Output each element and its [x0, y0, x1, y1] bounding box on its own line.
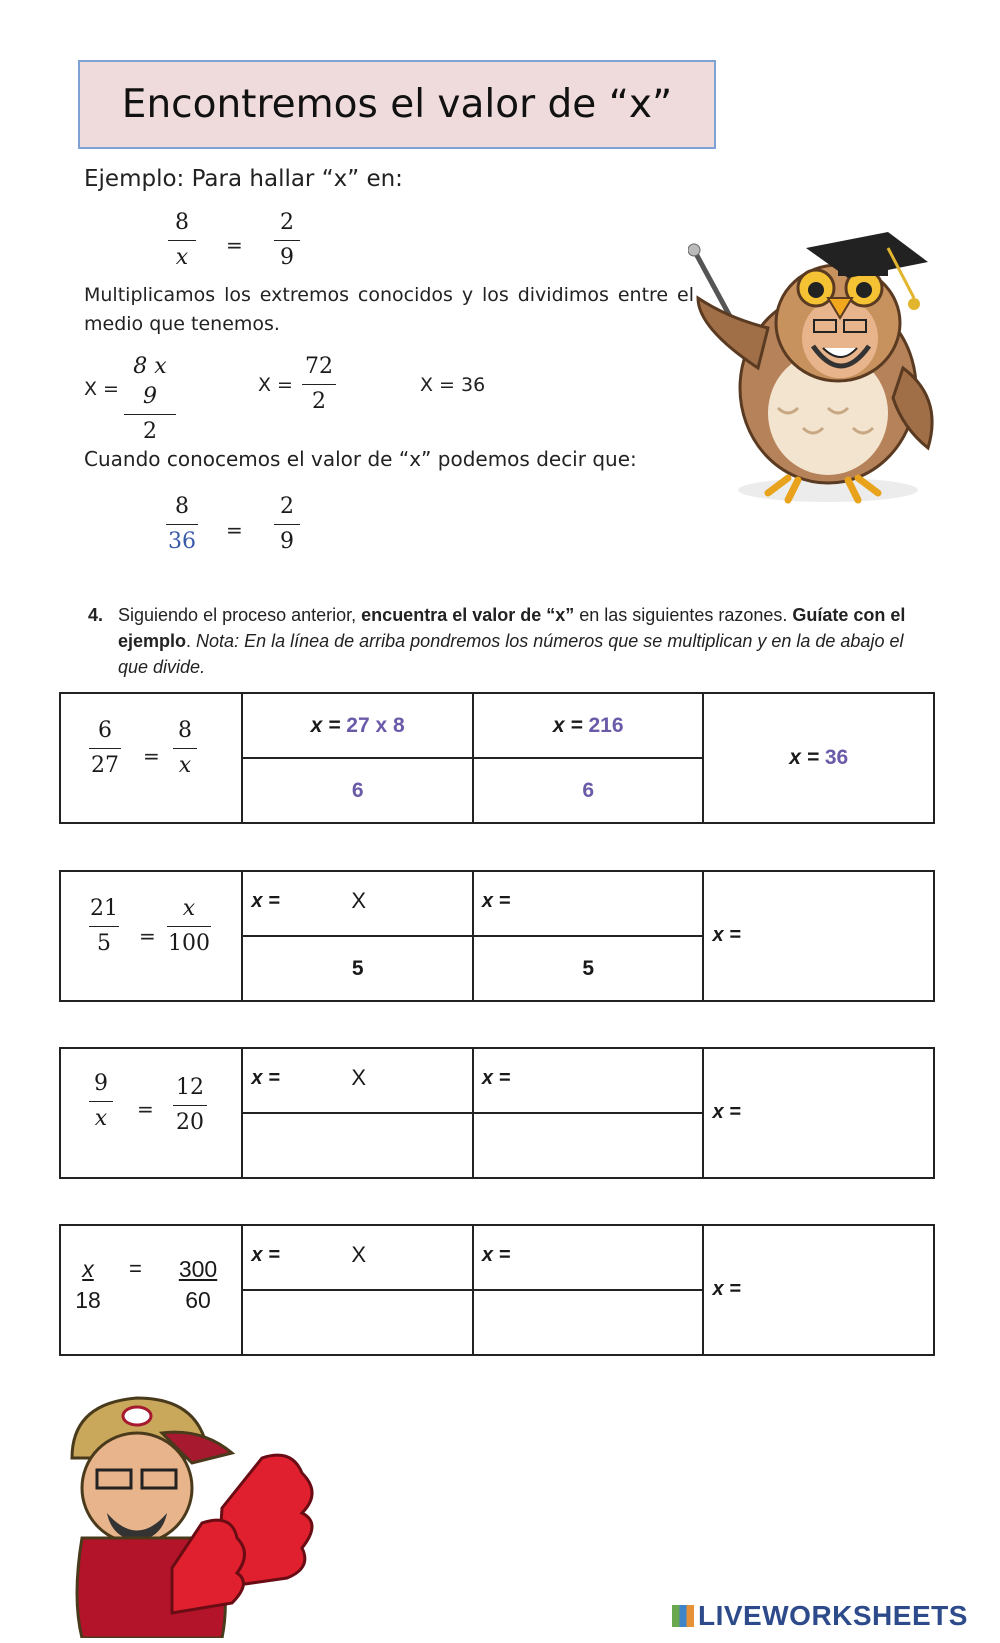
exercise-table-3 — [59, 1047, 935, 1179]
ratio-left — [89, 894, 119, 959]
example-fraction-right — [274, 208, 300, 273]
x-label: x = — [789, 746, 819, 769]
result-cell[interactable] — [703, 871, 934, 1001]
x-label: x = — [481, 1244, 511, 1266]
answer-value[interactable]: 216 — [588, 713, 624, 737]
fraction-numerator: 8 — [178, 718, 192, 743]
exercise-table-1 — [59, 692, 935, 824]
equals-sign: = — [139, 924, 156, 948]
ratio-right — [173, 1073, 207, 1138]
x-label: x = — [481, 890, 511, 912]
ratio-right — [167, 894, 211, 959]
step3-result: X = 36 — [420, 374, 486, 396]
multiply-cell[interactable] — [242, 693, 473, 758]
multiply-cell[interactable] — [242, 871, 473, 936]
equals-sign: = — [226, 518, 243, 542]
fraction-numerator: 9 — [94, 1071, 108, 1096]
divisor-cell[interactable] — [242, 1290, 473, 1355]
example-fraction-left — [168, 208, 196, 273]
fraction-numerator: 300 — [178, 1256, 218, 1282]
instruction-text-e: . — [186, 631, 197, 651]
title-text: Encontremos el valor de “x” — [121, 82, 673, 127]
ratio-right — [173, 1254, 223, 1316]
step1-lhs: X = — [84, 378, 119, 400]
ratio-cell — [60, 871, 242, 1001]
ratio-left — [89, 1069, 113, 1134]
equals-sign: = — [129, 1256, 142, 1281]
x-label: x = — [251, 890, 280, 912]
fraction-denominator: x — [175, 245, 189, 270]
times-sign: X — [351, 888, 367, 913]
divisor-cell[interactable] — [473, 1113, 704, 1178]
instruction-paragraph — [88, 602, 928, 680]
instruction-number: 4. — [88, 605, 104, 625]
fraction-numerator: 8 — [175, 210, 189, 235]
product-cell[interactable] — [473, 693, 704, 758]
conclusion-fraction-right — [274, 492, 300, 557]
fraction-denominator: 27 — [91, 753, 119, 778]
fraction-denominator: 2 — [143, 419, 157, 444]
exercise-table-4 — [59, 1224, 935, 1356]
x-label: x = — [712, 1278, 741, 1300]
fraction-numerator: 2 — [280, 210, 294, 235]
divisor-cell[interactable] — [473, 1290, 704, 1355]
times-sign: X — [351, 1242, 367, 1267]
ratio-left — [73, 1254, 103, 1316]
fraction-denominator: 9 — [280, 245, 294, 270]
divisor-cell[interactable]: 5 — [473, 936, 704, 1001]
fraction-numerator: 12 — [176, 1075, 204, 1100]
fraction-numerator: 2 — [280, 494, 294, 519]
ratio-left — [89, 716, 121, 781]
example-conclusion: Cuando conocemos el valor de “x” podemos decir que: — [84, 447, 637, 471]
ratio-right — [173, 716, 197, 781]
fraction-denominator: 5 — [97, 931, 111, 956]
thumbs-up-mascot-illustration — [62, 1388, 322, 1638]
example-heading: Ejemplo: Para hallar “x” en: — [84, 166, 403, 192]
product-cell[interactable] — [473, 1225, 704, 1290]
fraction-denominator: 2 — [312, 389, 326, 414]
instruction-note: Nota: En la línea de arriba pondremos los números que se multiplican y en la de abajo el que divide. — [118, 631, 904, 677]
multiply-cell[interactable] — [242, 1048, 473, 1113]
step1-fraction — [124, 352, 176, 447]
x-label: x = — [251, 1244, 280, 1266]
equals-sign: = — [143, 744, 160, 768]
fraction-denominator: x — [94, 1106, 108, 1131]
exercise-table-2 — [59, 870, 935, 1002]
logo-icon — [672, 1605, 694, 1627]
fraction-denominator: 9 — [280, 529, 294, 554]
result-cell[interactable] — [703, 1048, 934, 1178]
conclusion-fraction-left — [166, 492, 198, 557]
fraction-denominator: 36 — [168, 529, 196, 554]
multiply-cell[interactable] — [242, 1225, 473, 1290]
fraction-denominator: x — [178, 753, 192, 778]
x-label: x = — [481, 1067, 511, 1089]
fraction-denominator: 100 — [168, 931, 210, 956]
owl-teacher-illustration — [688, 228, 958, 518]
answer-value[interactable]: 27 x 8 — [346, 713, 405, 737]
logo-text: LIVEWORKSHEETS — [698, 1600, 968, 1631]
example-explanation: Multiplicamos los extremos conocidos y los dividimos entre el medio que tenemos. — [84, 284, 694, 335]
fraction-denominator: 60 — [185, 1287, 211, 1313]
fraction-numerator: 21 — [90, 896, 118, 921]
fraction-numerator: 8 — [175, 494, 189, 519]
ratio-cell — [60, 1048, 242, 1178]
x-label: x = — [251, 1067, 280, 1089]
instruction-text-c: en las siguientes razones. — [574, 605, 793, 625]
page-title — [78, 60, 716, 149]
fraction-denominator: 18 — [75, 1287, 101, 1313]
x-label: x = — [712, 1101, 741, 1123]
x-label: x = — [310, 713, 341, 737]
product-cell[interactable] — [473, 871, 704, 936]
fraction-numerator: 6 — [98, 718, 112, 743]
fraction-numerator: 8 x 9 — [133, 354, 167, 409]
x-label: x = — [552, 713, 583, 737]
instruction-text-b: encuentra el valor de “x” — [361, 605, 575, 625]
instruction-text-a: Siguiendo el proceso anterior, — [118, 605, 362, 625]
equals-sign: = — [226, 233, 243, 257]
liveworksheets-logo — [672, 1600, 968, 1632]
instruction-text-d: Guíate con el ejemplo — [118, 605, 906, 651]
ratio-cell — [60, 1225, 242, 1355]
divisor-cell[interactable] — [242, 1113, 473, 1178]
product-cell[interactable] — [473, 1048, 704, 1113]
result-cell[interactable] — [703, 1225, 934, 1355]
ratio-cell — [60, 693, 242, 823]
step2-fraction — [302, 352, 336, 417]
fraction-numerator: x — [82, 1256, 94, 1282]
equals-sign: = — [137, 1097, 154, 1121]
fraction-numerator: x — [182, 896, 196, 921]
step2-lhs: X = — [258, 374, 293, 396]
fraction-denominator: 20 — [176, 1110, 204, 1135]
divisor-cell[interactable]: 5 — [242, 936, 473, 1001]
times-sign: X — [351, 1065, 367, 1090]
answer-value[interactable]: 36 — [824, 746, 849, 769]
divisor-cell[interactable]: 6 — [242, 758, 473, 823]
fraction-numerator: 72 — [305, 354, 333, 379]
x-label: x = — [712, 924, 741, 946]
result-cell[interactable] — [703, 693, 934, 823]
divisor-cell[interactable]: 6 — [473, 758, 704, 823]
